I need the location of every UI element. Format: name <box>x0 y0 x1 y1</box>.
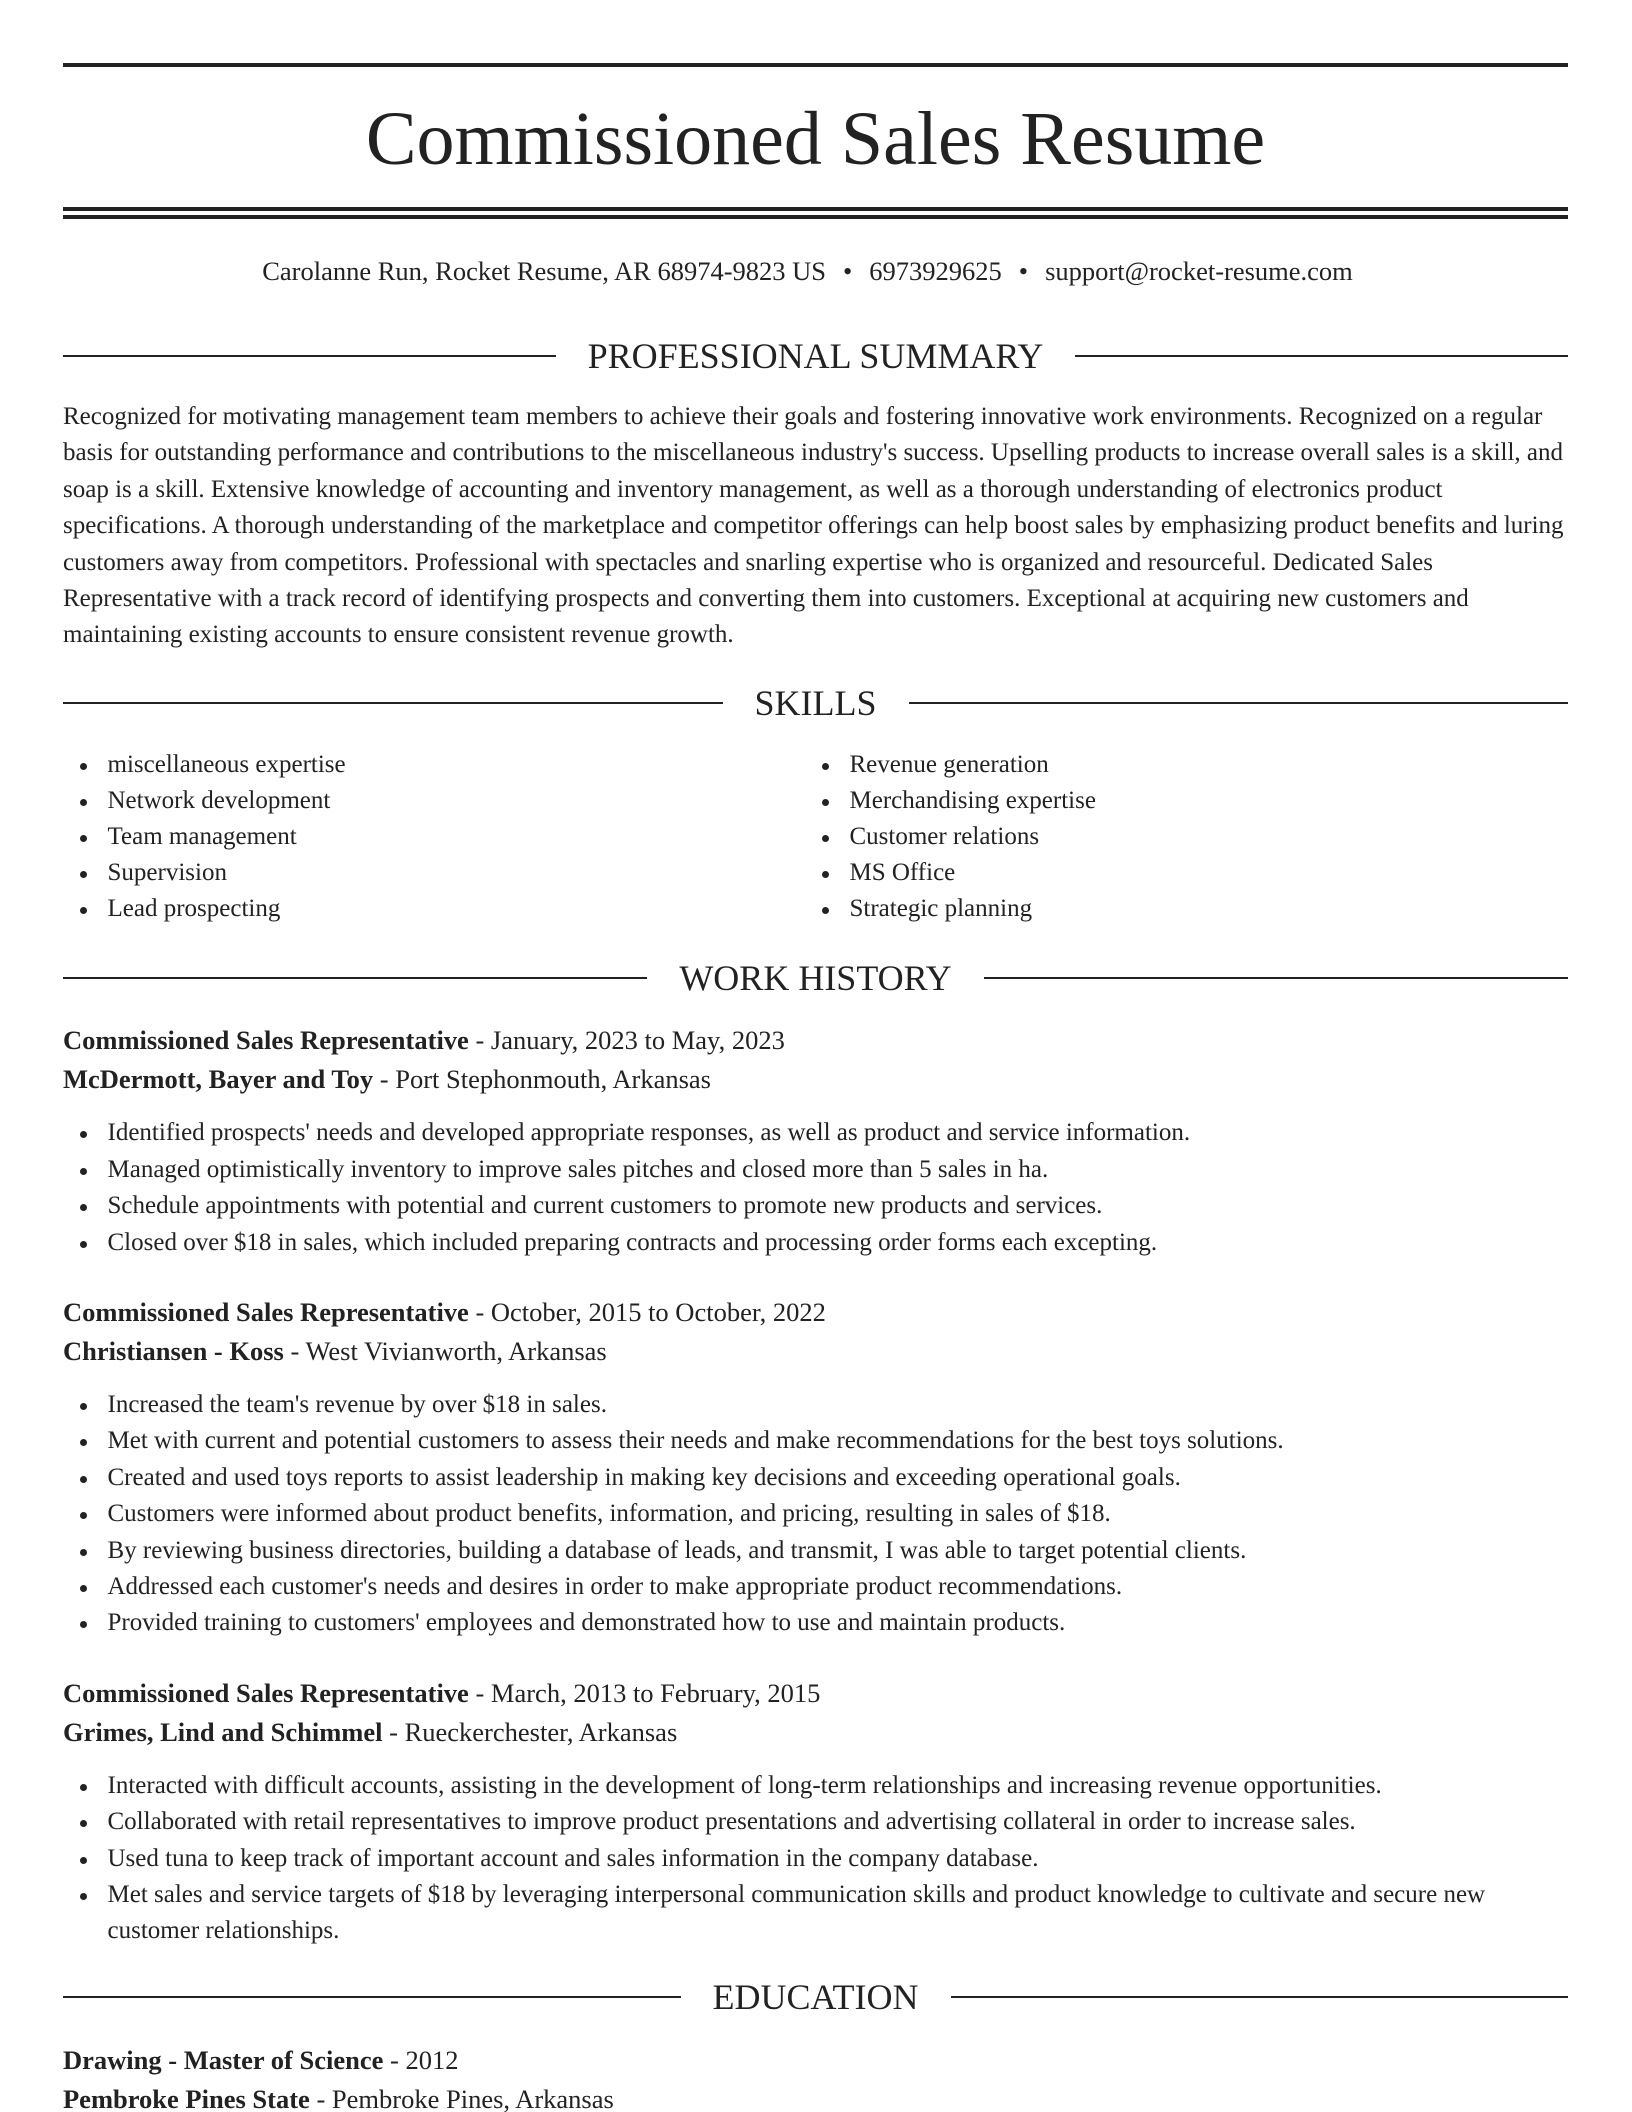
header-double-rule <box>63 207 1568 219</box>
section-heading-work-history <box>63 956 1568 1000</box>
job-dates: October, 2015 to October, 2022 <box>490 1296 826 1327</box>
contact-line <box>63 253 1568 289</box>
section-heading-skills <box>63 681 1568 725</box>
job-title: Commissioned Sales Representative <box>63 1296 469 1327</box>
job-bullet: Met sales and service targets of $18 by leveraging interpersonal communication skills and product knowledge to cultivate and secure new customer relationships. <box>63 1877 1568 1950</box>
job-bullet: Met with current and potential customers to assess their needs and make recommendations for the best toys solutions. <box>63 1423 1568 1459</box>
job-bullet: Schedule appointments with potential and current customers to promote new products and services. <box>63 1188 1568 1224</box>
job-entry <box>63 1674 1568 1950</box>
skill-item: miscellaneous expertise <box>63 747 805 783</box>
work-history-section <box>63 956 1568 1950</box>
dash-separator: - <box>475 1025 485 1056</box>
header-top-rule <box>63 63 1568 67</box>
education-school-line <box>63 2083 1568 2112</box>
section-heading-education <box>63 1975 1568 2019</box>
professional-summary-section <box>63 334 1568 654</box>
job-entry <box>63 1293 1568 1642</box>
job-location: West Vivianworth, Arkansas <box>305 1335 607 1366</box>
company-name: Grimes, Lind and Schimmel <box>63 1716 383 1747</box>
company-name: Christiansen - Koss <box>63 1335 284 1366</box>
dash-separator: - <box>475 1677 485 1708</box>
skill-item: Customer relations <box>805 819 1568 855</box>
skill-item: Merchandising expertise <box>805 783 1568 819</box>
education-section <box>63 1975 1568 2112</box>
heading-rule-right <box>909 702 1569 704</box>
heading-rule-left <box>63 355 556 357</box>
skills-list <box>63 747 1568 927</box>
job-company-line <box>63 1713 1568 1752</box>
company-name: McDermott, Bayer and Toy <box>63 1064 374 1095</box>
skill-item: Revenue generation <box>805 747 1568 783</box>
dash-separator: - <box>290 1335 300 1366</box>
section-heading-summary <box>63 334 1568 378</box>
skill-item: Network development <box>63 783 805 819</box>
job-title-line <box>63 1674 1568 1713</box>
heading-rule-left <box>63 702 723 704</box>
job-bullet: Interacted with difficult accounts, assisting in the development of long-term relationships and increasing revenue opportunities. <box>63 1768 1568 1804</box>
education-location: Pembroke Pines, Arkansas <box>331 2083 614 2112</box>
skills-column-right <box>805 747 1568 927</box>
skill-item: Team management <box>63 819 805 855</box>
heading-rule-right <box>951 1996 1569 1998</box>
job-bullet: Customers were informed about product benefits, information, and pricing, resulting in sales of $18. <box>63 1496 1568 1532</box>
job-title-line <box>63 1021 1568 1060</box>
dash-separator: - <box>389 1716 398 1747</box>
job-dates: March, 2013 to February, 2015 <box>490 1677 821 1708</box>
job-location: Rueckerchester, Arkansas <box>404 1716 678 1747</box>
job-bullet: Increased the team's revenue by over $18 in sales. <box>63 1387 1568 1423</box>
job-bullet: Addressed each customer's needs and desires in order to make appropriate product recommendations. <box>63 1569 1568 1605</box>
job-title: Commissioned Sales Representative <box>63 1677 469 1708</box>
section-title: EDUCATION <box>712 1976 919 2017</box>
job-bullets <box>63 1768 1568 1950</box>
section-title: PROFESSIONAL SUMMARY <box>587 336 1044 376</box>
job-company-line <box>63 1332 1568 1371</box>
job-bullet: Used tuna to keep track of important account and sales information in the company database. <box>63 1841 1568 1877</box>
education-school: Pembroke Pines State <box>63 2083 310 2112</box>
dash-separator: - <box>316 2083 326 2112</box>
job-bullet: Collaborated with retail representatives to improve product presentations and advertising collateral in order to increase sales. <box>63 1804 1568 1840</box>
job-bullet: Created and used toys reports to assist leadership in making key decisions and exceeding operational goals. <box>63 1460 1568 1496</box>
skill-item: MS Office <box>805 855 1568 891</box>
education-degree: Drawing - Master of Science <box>63 2044 384 2075</box>
education-year: 2012 <box>405 2044 459 2075</box>
skill-item: Supervision <box>63 855 805 891</box>
job-dates: January, 2023 to May, 2023 <box>490 1025 785 1056</box>
dash-separator: - <box>475 1296 485 1327</box>
job-title-line <box>63 1293 1568 1332</box>
contact-separator: • <box>1018 256 1029 286</box>
job-bullets <box>63 1387 1568 1642</box>
job-bullet: Closed over $18 in sales, which included preparing contracts and processing order forms each excepting. <box>63 1225 1568 1261</box>
skill-item: Lead prospecting <box>63 891 805 927</box>
job-company-line <box>63 1060 1568 1099</box>
contact-email: support@rocket-resume.com <box>1045 256 1353 286</box>
job-location: Port Stephonmouth, Arkansas <box>395 1064 711 1095</box>
job-bullets <box>63 1115 1568 1261</box>
resume-title: Commissioned Sales Resume <box>365 97 1266 181</box>
heading-rule-left <box>63 977 647 979</box>
job-bullet: Managed optimistically inventory to improve sales pitches and closed more than 5 sales in ha. <box>63 1152 1568 1188</box>
education-degree-line <box>63 2041 1568 2080</box>
job-bullet: By reviewing business directories, building a database of leads, and transmit, I was able to target potential clients. <box>63 1533 1568 1569</box>
section-title: WORK HISTORY <box>679 957 952 998</box>
dash-separator: - <box>379 1064 389 1095</box>
skills-column-left <box>63 747 805 927</box>
contact-phone: 6973929625 <box>869 256 1002 286</box>
resume-header <box>63 63 1568 289</box>
job-bullet: Provided training to customers' employees and demonstrated how to use and maintain products. <box>63 1605 1568 1641</box>
job-entry <box>63 1021 1568 1261</box>
heading-rule-right <box>984 977 1568 979</box>
contact-separator: • <box>843 256 853 286</box>
skills-section <box>63 681 1568 927</box>
heading-rule-right <box>1075 355 1568 357</box>
summary-text: Recognized for motivating management team members to achieve their goals and fostering innovative work environments. Recognized on a regular basis for outstanding performance and contributions to the miscellaneous industry's success. Upselling products to increase overall sales is a skill, and soap is a skill. Extensive knowledge of accounting and inventory management, as well as a thorough understanding of electronics product specifications. A thorough understanding of the marketplace and competitor offerings can help boost sales by emphasizing product benefits and luring customers away from competitors. Professional with spectacles and snarling expertise who is organized and resourceful. Dedicated Sales Representative with a track record of identifying prospects and converting them into customers. Exceptional at acquiring new customers and maintaining existing accounts to ensure consistent revenue growth. <box>63 403 1564 649</box>
dash-separator: - <box>390 2044 399 2075</box>
heading-rule-left <box>63 1996 681 1998</box>
job-bullet: Identified prospects' needs and developed appropriate responses, as well as product and service information. <box>63 1115 1568 1151</box>
contact-address: Carolanne Run, Rocket Resume, AR 68974-9823 US <box>262 256 827 286</box>
skill-item: Strategic planning <box>805 891 1568 927</box>
job-title: Commissioned Sales Representative <box>63 1025 469 1056</box>
section-title: SKILLS <box>754 682 877 723</box>
